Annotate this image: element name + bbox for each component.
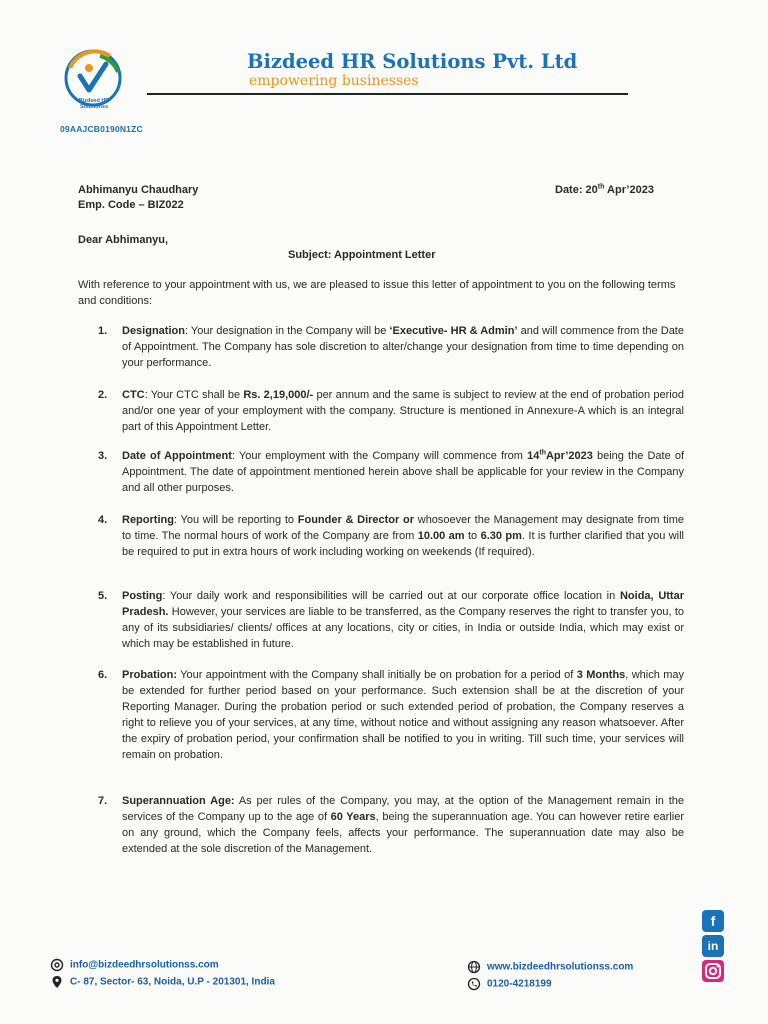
date-sup: th <box>597 183 605 191</box>
term-text: : Your daily work and responsibilities will be carried out at our corporate office location in <box>162 590 620 602</box>
term-number: 2. <box>98 389 108 401</box>
term-reporting <box>98 512 684 560</box>
term-title: Posting <box>122 590 163 602</box>
greeting: Dear Abhimanyu, <box>78 234 169 246</box>
letter-date <box>555 182 654 198</box>
intro-paragraph: With reference to your appointment with us, we are pleased to issue this letter of appointment to you on the following terms and conditions: <box>78 279 676 307</box>
date-prefix: Date: 20 <box>555 184 598 196</box>
recipient-name: Abhimanyu Chaudhary <box>78 184 199 196</box>
instagram-icon[interactable] <box>702 960 724 982</box>
term-text: : You will be reporting to <box>173 514 298 526</box>
header-divider <box>147 93 628 95</box>
term-bold: 6.30 pm <box>480 530 522 542</box>
term-text: per annum and the same is subject to review at the end of probation period and/or one year of your employment with the company. Structure is mentioned in Annexure-A which is an integral part of this Appointment Letter. <box>122 389 684 433</box>
logo-line1: Bizdeed HR <box>78 98 110 104</box>
term-title: Reporting <box>122 514 174 526</box>
logo-caption <box>66 98 122 110</box>
term-title: Date of Appointment <box>122 450 232 462</box>
footer-phone[interactable] <box>467 977 552 991</box>
term-bold: 60 Years <box>330 811 376 823</box>
term-number: 3. <box>98 450 108 462</box>
address-text: C- 87, Sector- 63, Noida, U.P - 201301, India <box>70 976 275 988</box>
term-text: to <box>464 530 481 542</box>
term-number: 4. <box>98 514 108 526</box>
term-text: : Your employment with the Company will commence from <box>231 450 528 462</box>
term-bold: Rs. 2,19,000/- <box>243 389 314 401</box>
globe-icon <box>467 960 481 974</box>
logo-line2: Solutionss <box>79 104 109 110</box>
term-bold: 3 Months <box>576 669 626 681</box>
term-title: Designation <box>122 325 185 337</box>
term-bold: Apr’2023 <box>545 450 593 462</box>
facebook-icon[interactable]: f <box>702 910 724 932</box>
term-text: : Your designation in the Company will be <box>184 325 390 337</box>
term-bold: 10.00 am <box>417 530 465 542</box>
term-probation <box>98 667 684 763</box>
term-bold: ‘Executive- HR & Admin’ <box>389 325 518 337</box>
gst-number: 09AAJCB0190N1ZC <box>60 124 143 134</box>
term-superannuation <box>98 793 684 857</box>
term-text: As per rules of the Company, you may, at the option of the Management remain in the services of the Company up to the age of <box>122 795 684 823</box>
location-pin-icon <box>50 975 64 989</box>
term-designation <box>98 323 684 371</box>
footer-address <box>50 975 275 989</box>
subject-line: Subject: Appointment Letter <box>288 249 436 261</box>
company-tagline: empowering businesses <box>249 73 419 89</box>
term-title: Probation: <box>122 669 177 681</box>
term-number: 1. <box>98 325 108 337</box>
term-number: 6. <box>98 669 108 681</box>
term-posting <box>98 588 684 652</box>
linkedin-icon[interactable]: in <box>702 935 724 957</box>
term-text: : Your CTC shall be <box>144 389 244 401</box>
date-suffix: Apr’2023 <box>604 184 654 196</box>
company-name: Bizdeed HR Solutions Pvt. Ltd <box>247 50 578 73</box>
email-text[interactable]: info@bizdeedhrsolutionss.com <box>70 959 219 971</box>
website-text[interactable]: www.bizdeedhrsolutionss.com <box>487 961 634 973</box>
term-text: whosoever the Management may designate from time to time. The normal hours of work of the Company are from <box>122 514 684 542</box>
term-title: CTC <box>122 389 145 401</box>
term-bold: Founder & Director or <box>297 514 415 526</box>
term-text: Your appointment with the Company shall initially be on probation for a period of <box>177 669 577 681</box>
term-ctc <box>98 387 684 435</box>
email-icon <box>50 958 64 972</box>
term-date-of-appointment <box>98 448 684 496</box>
term-number: 7. <box>98 795 108 807</box>
term-number: 5. <box>98 590 108 602</box>
footer-website[interactable] <box>467 960 633 974</box>
term-text: , being the superannuation age. You can however retire earlier on any ground, which the Company feels, affects your performance. The superannuation date may also be extended at the sole discretion of the Management. <box>122 811 684 855</box>
phone-icon <box>467 977 481 991</box>
phone-text[interactable]: 0120-4218199 <box>487 978 552 990</box>
term-bold: 14 <box>527 450 540 462</box>
employee-code: Emp. Code – BIZ022 <box>78 199 184 211</box>
term-text: However, your services are liable to be transferred, as the Company reserves the right to transfer you, to any of its subsidiaries/ clients/ offices at any locations, city or cities, in India or outside India, which may exist or which may be established in future. <box>122 606 684 650</box>
term-title: Superannuation Age: <box>122 795 235 807</box>
footer-email[interactable] <box>50 958 219 972</box>
term-text: , which may be extended for further period based on your performance. Such extension shall be at the discretion of your Reporting Manager. During the probation period or such extended period of probation, the Company reserves a right to relieve you of your services, at any time, without notice and without assigning any reason whatsoever. After the expiry of probation period, your confirmation shall be notified to you in writing. Till such time, your services will remain on probation. <box>122 669 684 761</box>
term-sup: th <box>539 449 546 457</box>
term-text: . It is further clarified that you will be required to put in extra hours of work including working on weekends (If required). <box>122 530 684 558</box>
term-text: being the Date of Appointment. The date of appointment mentioned herein above shall be applicable for your review in the Company and all other purposes. <box>122 450 685 494</box>
term-text: and will commence from the Date of Appointment. The Company has sole discretion to alter/change your designation from time to time depending on your performance. <box>122 325 684 369</box>
term-bold: Noida, Uttar Pradesh. <box>122 590 684 618</box>
